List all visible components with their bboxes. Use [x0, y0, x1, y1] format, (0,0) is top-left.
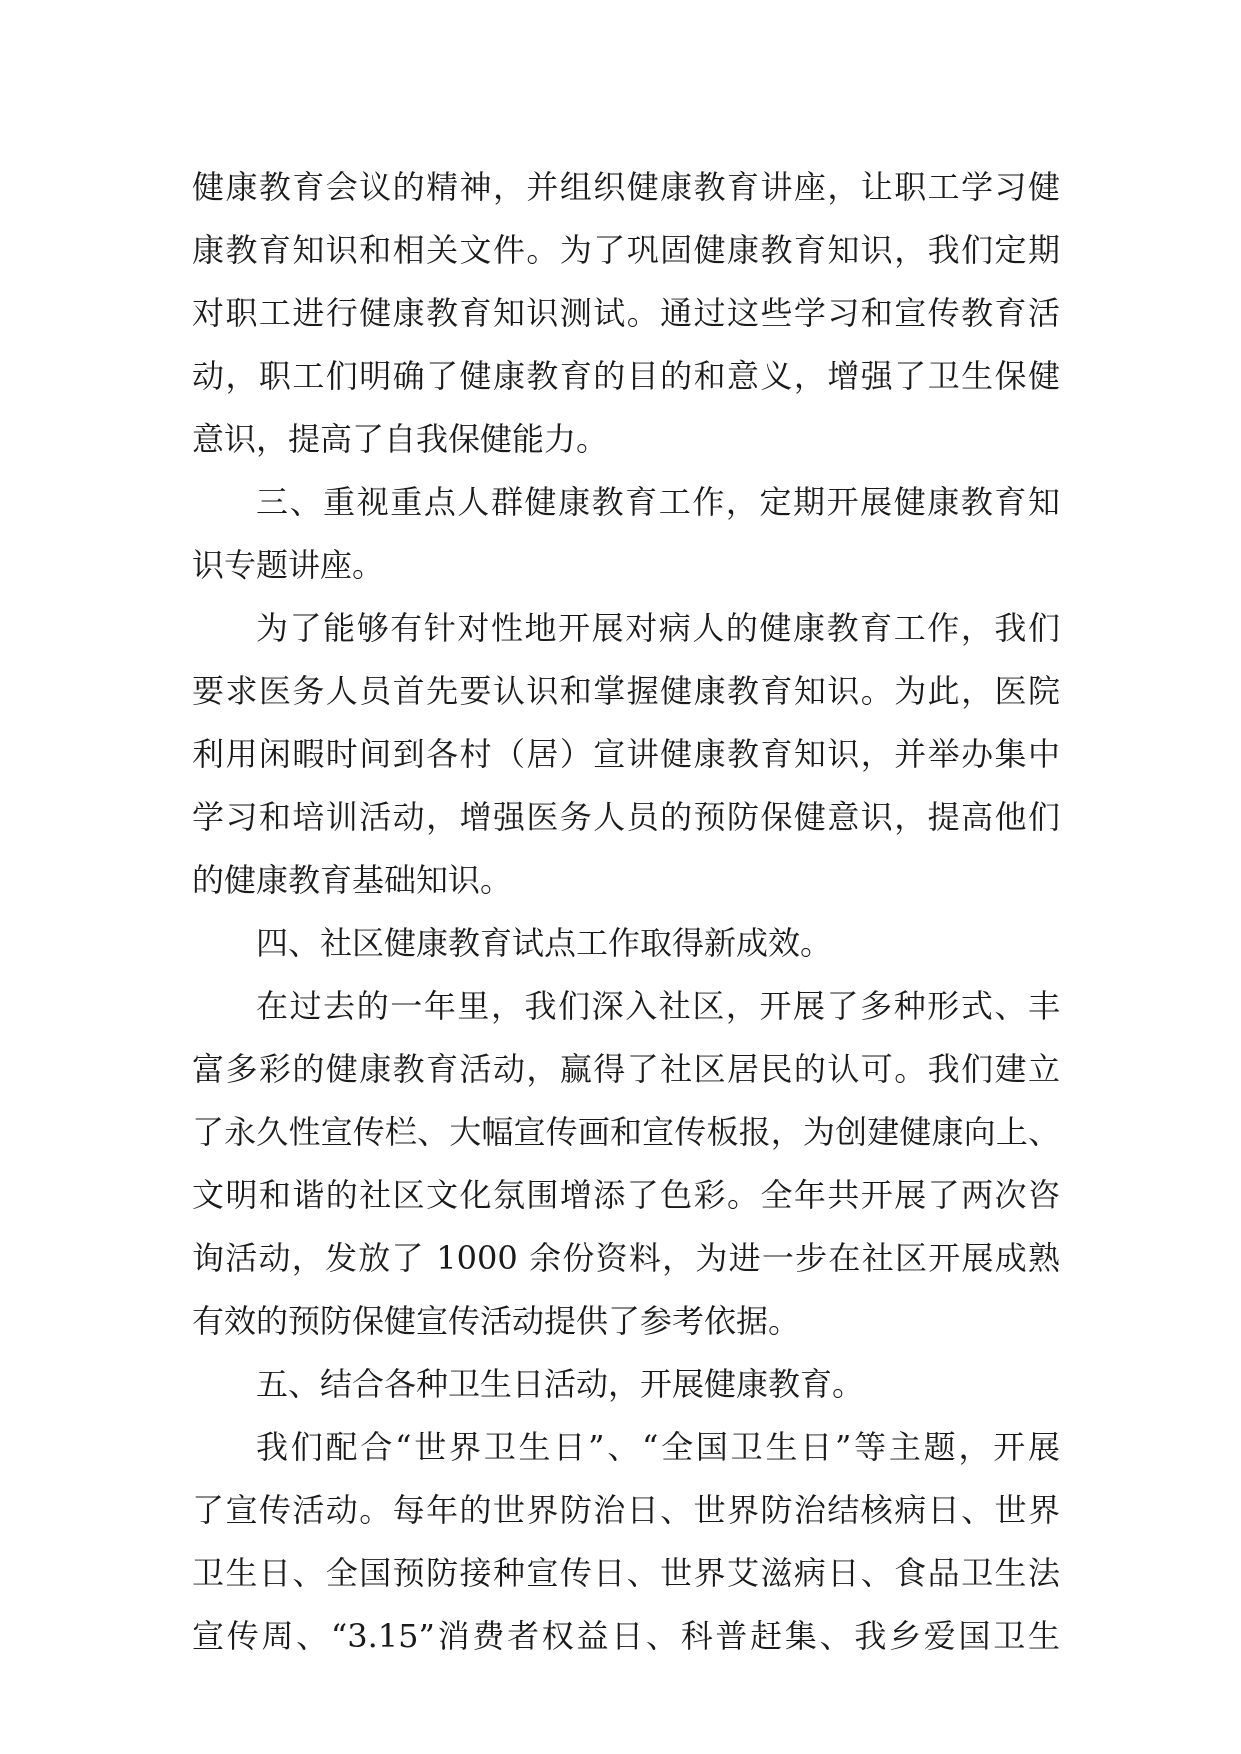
- paragraph-start: 为了能够有针对性地开展对病人的健康教育工作，我们: [256, 609, 1060, 647]
- text-line: 文明和谐的社区文化氛围增添了色彩。全年共开展了两次咨: [192, 1176, 1060, 1214]
- text-line: 意识，提高了自我保健能力。: [192, 420, 609, 458]
- text-line: 动，职工们明确了健康教育的目的和意义，增强了卫生保健: [192, 357, 1060, 395]
- text-line: 健康教育会议的精神，并组织健康教育讲座，让职工学习健: [192, 168, 1060, 206]
- body-text: [192, 156, 1060, 1668]
- text-line: 利用闲暇时间到各村（居）宣讲健康教育知识，并举办集中: [192, 735, 1060, 773]
- text-line: 学习和培训活动，增强医务人员的预防保健意识，提高他们: [192, 798, 1060, 836]
- text-line: 对职工进行健康教育知识测试。通过这些学习和宣传教育活: [192, 294, 1060, 332]
- section-heading-5: 五、结合各种卫生日活动，开展健康教育。: [256, 1365, 865, 1403]
- text-line: 宣传周、“3.15”消费者权益日、科普赶集、我乡爱国卫生: [192, 1617, 1060, 1655]
- section-heading-3: 三、重视重点人群健康教育工作，定期开展健康教育知: [256, 483, 1060, 521]
- text-line: 的健康教育基础知识。: [192, 861, 513, 899]
- text-line: 了宣传活动。每年的世界防治日、世界防治结核病日、世界: [192, 1491, 1060, 1529]
- paragraph-start: 在过去的一年里，我们深入社区，开展了多种形式、丰: [256, 987, 1060, 1025]
- text-line: 富多彩的健康教育活动，赢得了社区居民的认可。我们建立: [192, 1050, 1060, 1088]
- text-line: 询活动，发放了 1000 余份资料，为进一步在社区开展成熟: [192, 1239, 1060, 1277]
- text-line: 卫生日、全国预防接种宣传日、世界艾滋病日、食品卫生法: [192, 1554, 1060, 1592]
- text-line: 要求医务人员首先要认识和掌握健康教育知识。为此，医院: [192, 672, 1060, 710]
- section-heading-4: 四、社区健康教育试点工作取得新成效。: [256, 924, 833, 962]
- text-line: 识专题讲座。: [192, 546, 385, 584]
- text-line: 了永久性宣传栏、大幅宣传画和宣传板报，为创建健康向上、: [192, 1113, 1060, 1151]
- paragraph-start: 我们配合“世界卫生日”、“全国卫生日”等主题，开展: [256, 1428, 1060, 1466]
- text-line: 有效的预防保健宣传活动提供了参考依据。: [192, 1302, 801, 1340]
- text-line: 康教育知识和相关文件。为了巩固健康教育知识，我们定期: [192, 231, 1060, 269]
